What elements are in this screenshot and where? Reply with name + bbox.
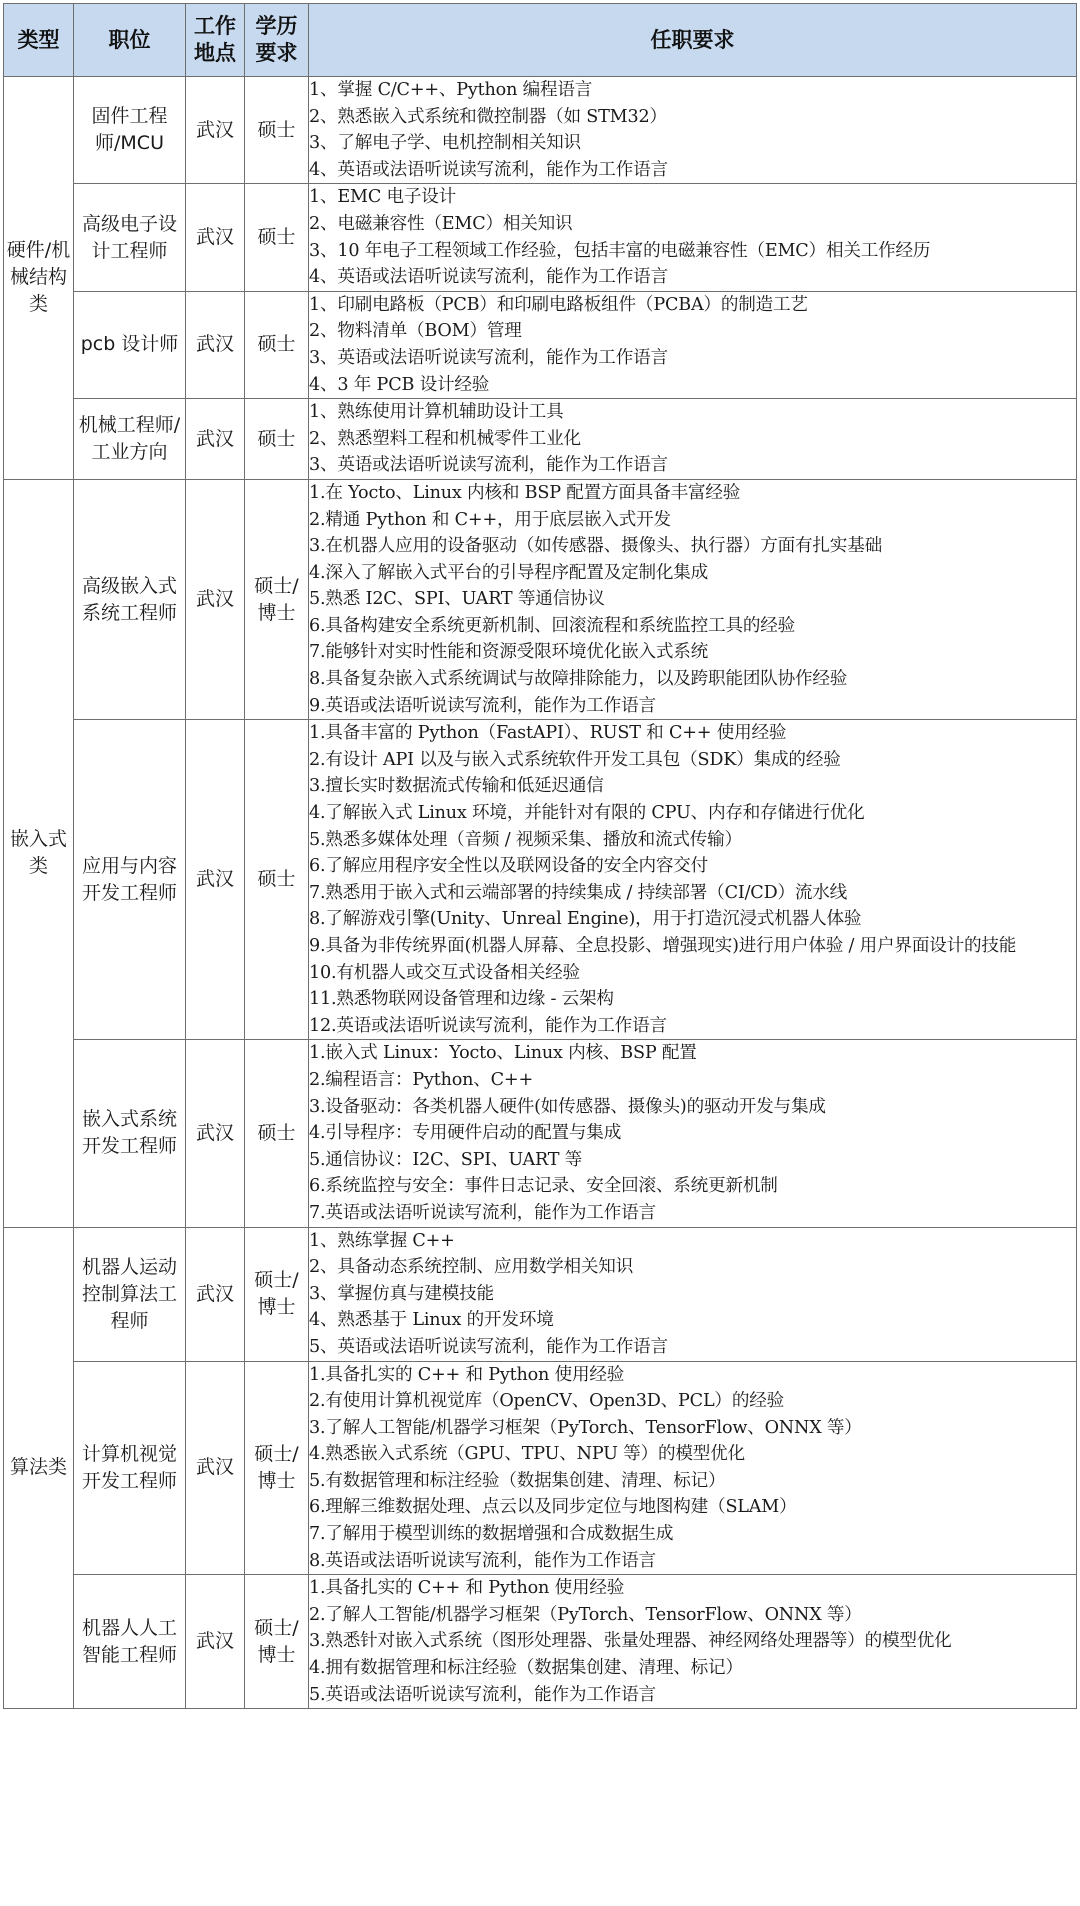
requirement-item: 3.熟悉针对嵌入式系统（图形处理器、张量处理器、神经网络处理器等）的模型优化	[309, 1631, 952, 1652]
header-location-line: 地点	[194, 41, 236, 65]
degree-cell: 硕士/博士	[245, 1575, 309, 1709]
requirement-item: 6.系统监控与安全：事件日志记录、安全回滚、系统更新机制	[309, 1176, 778, 1197]
requirement-item: 3、英语或法语听说读写流利，能作为工作语言	[309, 347, 668, 368]
requirement-item: 3、10 年电子工程领域工作经验，包括丰富的电磁兼容性（EMC）相关工作经历	[309, 240, 931, 261]
requirements-cell	[309, 184, 1077, 291]
degree-cell: 硕士	[245, 291, 309, 398]
requirement-item: 4.拥有数据管理和标注经验（数据集创建、清理、标记）	[309, 1658, 743, 1679]
table-row	[4, 720, 1077, 1040]
location-cell: 武汉	[186, 1361, 245, 1575]
degree-cell: 硕士/博士	[245, 1227, 309, 1361]
degree-cell: 硕士	[245, 720, 309, 1040]
requirement-item: 2.有设计 API 以及与嵌入式系统软件开发工具包（SDK）集成的经验	[309, 749, 841, 770]
requirements-cell	[309, 291, 1077, 398]
requirement-item: 3.在机器人应用的设备驱动（如传感器、摄像头、执行器）方面有扎实基础	[309, 536, 882, 557]
requirement-item: 3.了解人工智能/机器学习框架（PyTorch、TensorFlow、ONNX 等）	[309, 1417, 862, 1438]
requirement-item: 4、熟悉基于 Linux 的开发环境	[309, 1310, 554, 1331]
location-cell: 武汉	[186, 291, 245, 398]
requirement-item: 2、熟悉塑料工程和机械零件工业化	[309, 428, 581, 449]
requirement-item: 4、3 年 PCB 设计经验	[309, 374, 490, 395]
location-cell: 武汉	[186, 1575, 245, 1709]
requirement-item: 3、英语或法语听说读写流利，能作为工作语言	[309, 455, 668, 476]
category-cell: 算法类	[4, 1227, 74, 1709]
requirement-item: 8.了解游戏引擎(Unity、Unreal Engine)，用于打造沉浸式机器人体验	[309, 909, 862, 930]
requirement-item: 1.具备扎实的 C++ 和 Python 使用经验	[309, 1578, 625, 1599]
degree-cell: 硕士	[245, 1040, 309, 1227]
requirement-item: 2.有使用计算机视觉库（OpenCV、Open3D、PCL）的经验	[309, 1391, 784, 1412]
requirement-item: 4.深入了解嵌入式平台的引导程序配置及定制化集成	[309, 562, 709, 583]
position-cell: 高级电子设计工程师	[74, 184, 186, 291]
header-degree-line: 要求	[255, 41, 298, 65]
table-row	[4, 399, 1077, 480]
requirement-item: 2、具备动态系统控制、应用数学相关知识	[309, 1257, 634, 1278]
header-position: 职位	[74, 4, 186, 77]
requirement-item: 5.熟悉 I2C、SPI、UART 等通信协议	[309, 589, 605, 610]
requirement-item: 3、了解电子学、电机控制相关知识	[309, 133, 581, 154]
requirement-item: 3.擅长实时数据流式传输和低延迟通信	[309, 776, 604, 797]
requirements-cell	[309, 720, 1077, 1040]
requirement-item: 6.具备构建安全系统更新机制、回滚流程和系统监控工具的经验	[309, 615, 796, 636]
header-degree	[245, 4, 309, 77]
location-cell: 武汉	[186, 399, 245, 480]
requirement-item: 2.编程语言：Python、C++	[309, 1069, 533, 1090]
requirement-item: 1.具备丰富的 Python（FastAPI）、RUST 和 C++ 使用经验	[309, 723, 787, 744]
requirement-item: 2.精通 Python 和 C++，用于底层嵌入式开发	[309, 509, 671, 530]
degree-cell: 硕士	[245, 184, 309, 291]
degree-cell: 硕士	[245, 399, 309, 480]
table-row	[4, 184, 1077, 291]
requirement-item: 5.有数据管理和标注经验（数据集创建、清理、标记）	[309, 1470, 726, 1491]
requirement-item: 1.具备扎实的 C++ 和 Python 使用经验	[309, 1364, 625, 1385]
requirement-item: 1.在 Yocto、Linux 内核和 BSP 配置方面具备丰富经验	[309, 482, 741, 503]
requirement-item: 4、英语或法语听说读写流利，能作为工作语言	[309, 159, 668, 180]
requirement-item: 4.了解嵌入式 Linux 环境，并能针对有限的 CPU、内存和存储进行优化	[309, 803, 865, 824]
degree-cell: 硕士/博士	[245, 1361, 309, 1575]
requirement-item: 5.通信协议：I2C、SPI、UART 等	[309, 1149, 583, 1170]
table-body	[4, 77, 1077, 1709]
requirement-item: 2、物料清单（BOM）管理	[309, 321, 522, 342]
position-cell: 应用与内容开发工程师	[74, 720, 186, 1040]
table-row	[4, 291, 1077, 398]
category-cell: 硬件/机械结构类	[4, 77, 74, 480]
requirement-item: 5、英语或法语听说读写流利，能作为工作语言	[309, 1336, 668, 1357]
position-cell: 高级嵌入式系统工程师	[74, 479, 186, 719]
requirements-cell	[309, 77, 1077, 184]
requirements-cell	[309, 1361, 1077, 1575]
position-cell: 机器人运动控制算法工程师	[74, 1227, 186, 1361]
requirement-item: 4.引导程序：专用硬件启动的配置与集成	[309, 1123, 622, 1144]
position-cell: 机器人人工智能工程师	[74, 1575, 186, 1709]
location-cell: 武汉	[186, 720, 245, 1040]
requirements-cell	[309, 1227, 1077, 1361]
requirement-item: 7.了解用于模型训练的数据增强和合成数据生成	[309, 1524, 674, 1545]
requirements-cell	[309, 479, 1077, 719]
requirement-item: 2、熟悉嵌入式系统和微控制器（如 STM32）	[309, 106, 667, 127]
requirement-item: 9.英语或法语听说读写流利，能作为工作语言	[309, 695, 656, 716]
location-cell: 武汉	[186, 184, 245, 291]
requirement-item: 10.有机器人或交互式设备相关经验	[309, 962, 580, 983]
category-cell: 嵌入式类	[4, 479, 74, 1227]
requirements-cell	[309, 399, 1077, 480]
degree-cell: 硕士	[245, 77, 309, 184]
position-cell: pcb 设计师	[74, 291, 186, 398]
requirement-item: 5.英语或法语听说读写流利，能作为工作语言	[309, 1684, 656, 1705]
requirement-item: 12.英语或法语听说读写流利，能作为工作语言	[309, 1015, 667, 1036]
table-row	[4, 1040, 1077, 1227]
requirement-item: 8.英语或法语听说读写流利，能作为工作语言	[309, 1550, 656, 1571]
header-degree-line: 学历	[255, 14, 298, 38]
requirement-item: 5.熟悉多媒体处理（音频 / 视频采集、播放和流式传输）	[309, 829, 742, 850]
requirement-item: 2、电磁兼容性（EMC）相关知识	[309, 213, 573, 234]
requirement-item: 1、熟练使用计算机辅助设计工具	[309, 402, 564, 423]
location-cell: 武汉	[186, 77, 245, 184]
requirement-item: 1.嵌入式 Linux：Yocto、Linux 内核、BSP 配置	[309, 1043, 697, 1064]
location-cell: 武汉	[186, 479, 245, 719]
requirement-item: 6.理解三维数据处理、点云以及同步定位与地图构建（SLAM）	[309, 1497, 797, 1518]
requirement-item: 9.具备为非传统界面(机器人屏幕、全息投影、增强现实)进行用户体验 / 用户界面设计的技能	[309, 936, 1017, 956]
table-header-row	[4, 4, 1077, 77]
requirement-item: 1、印刷电路板（PCB）和印刷电路板组件（PCBA）的制造工艺	[309, 294, 808, 315]
requirements-cell	[309, 1575, 1077, 1709]
header-location-line: 工作	[194, 14, 236, 38]
requirement-item: 8.具备复杂嵌入式系统调试与故障排除能力，以及跨职能团队协作经验	[309, 669, 848, 690]
header-type: 类型	[4, 4, 74, 77]
table-row	[4, 1227, 1077, 1361]
requirement-item: 4.熟悉嵌入式系统（GPU、TPU、NPU 等）的模型优化	[309, 1444, 745, 1465]
requirement-item: 11.熟悉物联网设备管理和边缘 - 云架构	[309, 989, 614, 1010]
location-cell: 武汉	[186, 1040, 245, 1227]
header-requirements: 任职要求	[309, 4, 1077, 77]
requirement-item: 6.了解应用程序安全性以及联网设备的安全内容交付	[309, 856, 709, 877]
degree-cell: 硕士/博士	[245, 479, 309, 719]
table-row	[4, 1361, 1077, 1575]
requirement-item: 2.了解人工智能/机器学习框架（PyTorch、TensorFlow、ONNX 等）	[309, 1604, 862, 1625]
requirement-item: 4、英语或法语听说读写流利，能作为工作语言	[309, 267, 668, 288]
requirement-item: 7.英语或法语听说读写流利，能作为工作语言	[309, 1202, 656, 1223]
table-row	[4, 77, 1077, 184]
position-cell: 机械工程师/工业方向	[74, 399, 186, 480]
header-location	[186, 4, 245, 77]
requirement-item: 1、熟练掌握 C++	[309, 1230, 455, 1251]
job-requirements-table	[3, 3, 1077, 1709]
requirement-item: 7.能够针对实时性能和资源受限环境优化嵌入式系统	[309, 642, 709, 663]
requirement-item: 1、掌握 C/C++、Python 编程语言	[309, 80, 593, 100]
requirement-item: 3.设备驱动：各类机器人硬件(如传感器、摄像头)的驱动开发与集成	[309, 1096, 826, 1117]
position-cell: 固件工程师/MCU	[74, 77, 186, 184]
position-cell: 计算机视觉开发工程师	[74, 1361, 186, 1575]
table-row	[4, 479, 1077, 719]
requirements-cell	[309, 1040, 1077, 1227]
requirement-item: 3、掌握仿真与建模技能	[309, 1283, 494, 1304]
requirement-item: 7.熟悉用于嵌入式和云端部署的持续集成 / 持续部署（CI/CD）流水线	[309, 882, 848, 903]
location-cell: 武汉	[186, 1227, 245, 1361]
table-row	[4, 1575, 1077, 1709]
requirement-item: 1、EMC 电子设计	[309, 187, 457, 208]
position-cell: 嵌入式系统开发工程师	[74, 1040, 186, 1227]
